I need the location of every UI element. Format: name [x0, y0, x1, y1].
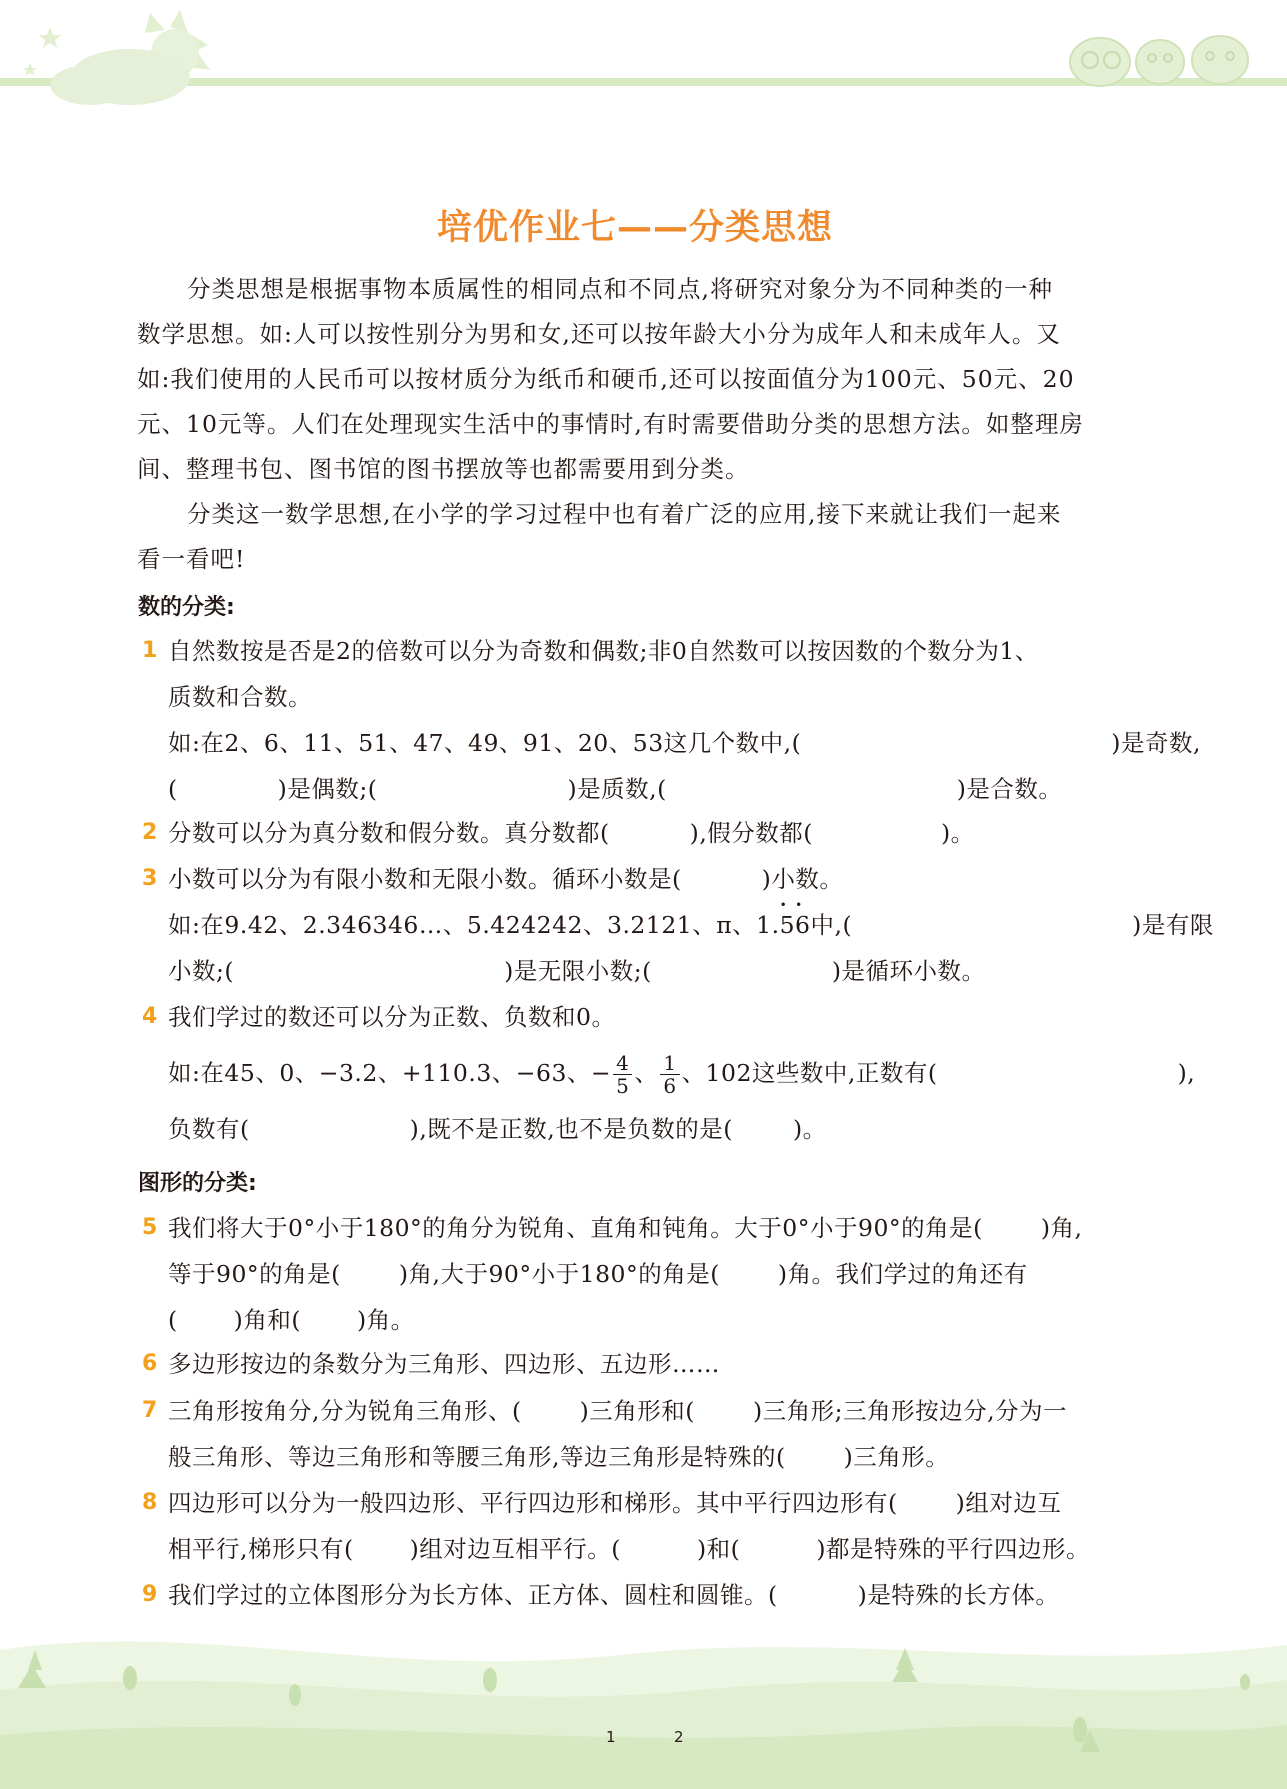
question-text: 等于90°的角是( )角,大于90°小于180°的角是( )角。我们学过的角还有 — [168, 1260, 1028, 1288]
question-text: 多边形按边的条数分为三角形、四边形、五边形…… — [168, 1350, 720, 1378]
question-number: 2 — [142, 820, 158, 845]
question-text: 分数可以分为真分数和假分数。真分数都( ),假分数都( )。 — [168, 819, 975, 847]
page-title: 培优作业七——分类思想 — [436, 208, 833, 248]
hills-footer-decoration — [0, 1620, 1287, 1789]
question-3 — [142, 856, 1214, 994]
page-number-left: 1 — [606, 1728, 616, 1746]
fraction: $\frac{4}{5}$ — [613, 1052, 632, 1097]
question-number: 5 — [142, 1215, 158, 1240]
intro-paragraph-2 — [137, 492, 1139, 582]
question-number: 6 — [142, 1351, 158, 1376]
question-2 — [142, 810, 1143, 856]
page-number-right: 2 — [674, 1728, 684, 1746]
question-text: 如:在9.42、2.346346…、5.424242、3.2121、π、1.• • 56中,( )是有限 — [168, 902, 1143, 948]
animal-faces-icon — [1060, 20, 1260, 90]
question-text: 如:在2、6、11、51、47、49、91、20、53这几个数中,( )是奇数, — [168, 729, 1201, 757]
question-7 — [142, 1388, 1143, 1480]
intro-line: 元、10元等。人们在处理现实生活中的事情时,有时需要借助分类的思想方法。如整理房 — [137, 410, 1084, 438]
question-number: 3 — [142, 866, 158, 891]
question-number: 1 — [142, 638, 158, 663]
question-text: 相平行,梯形只有( )组对边互相平行。( )和( )都是特殊的平行四边形。 — [168, 1535, 1090, 1563]
intro-line: 看一看吧! — [137, 545, 246, 573]
intro-line: 间、整理书包、图书馆的图书摆放等也都需要用到分类。 — [137, 455, 750, 483]
question-text: 三角形按角分,分为锐角三角形、( )三角形和( )三角形;三角形按边分,分为一 — [168, 1397, 1068, 1425]
question-8 — [142, 1480, 1143, 1572]
question-text: 小数可以分为有限小数和无限小数。循环小数是( )小数。 — [168, 865, 844, 893]
question-number: 7 — [142, 1398, 158, 1423]
section-heading-numbers: 数的分类: — [138, 595, 235, 620]
question-text: ( )角和( )角。 — [168, 1306, 415, 1334]
question-text: 般三角形、等边三角形和等腰三角形,等边三角形是特殊的( )三角形。 — [168, 1443, 950, 1471]
sun-cloud-icon — [20, 5, 220, 115]
question-text: 我们学过的数还可以分为正数、负数和0。 — [168, 1003, 616, 1031]
intro-paragraph-1 — [137, 267, 1139, 492]
question-text: 小数;( )是无限小数;( )是循环小数。 — [168, 957, 986, 985]
question-text: 自然数按是否是2的倍数可以分为奇数和偶数;非0自然数可以按因数的个数分为1、 — [168, 637, 1039, 665]
question-number: 8 — [142, 1490, 158, 1515]
question-number: 9 — [142, 1582, 158, 1607]
intro-line: 数学思想。如:人可以按性别分为男和女,还可以按年龄大小分为成年人和未成年人。又 — [137, 320, 1061, 348]
question-4 — [142, 994, 1196, 1152]
question-text: 质数和合数。 — [168, 683, 312, 711]
repeating-decimal-dots: • • 56 — [780, 902, 811, 948]
question-text: 四边形可以分为一般四边形、平行四边形和梯形。其中平行四边形有( )组对边互 — [168, 1489, 1062, 1517]
question-number: 4 — [142, 1004, 158, 1029]
question-text: 我们将大于0°小于180°的角分为锐角、直角和钝角。大于0°小于90°的角是( )角, — [168, 1214, 1083, 1242]
question-text: 负数有( ),既不是正数,也不是负数的是( )。 — [168, 1115, 827, 1143]
question-1 — [142, 628, 1201, 812]
section-heading-shapes: 图形的分类: — [138, 1171, 257, 1196]
question-6 — [142, 1341, 1143, 1387]
question-5 — [142, 1205, 1143, 1343]
fraction: $\frac{1}{6}$ — [660, 1052, 679, 1097]
question-text: 我们学过的立体图形分为长方体、正方体、圆柱和圆锥。( )是特殊的长方体。 — [168, 1581, 1060, 1609]
intro-line: 分类这一数学思想,在小学的学习过程中也有着广泛的应用,接下来就让我们一起来 — [187, 500, 1062, 528]
question-text: ( )是偶数;( )是质数,( )是合数。 — [168, 775, 1063, 803]
intro-line: 如:我们使用的人民币可以按材质分为纸币和硬币,还可以按面值分为100元、50元、20 — [137, 365, 1075, 393]
question-text: 如:在45、0、−3.2、+110.3、−63、− $\frac{4}{5}$ 、 $\frac{1}{6}$ 、102这些数中,正数有( ), — [168, 1051, 1196, 1098]
question-9 — [142, 1572, 1143, 1618]
intro-line: 分类思想是根据事物本质属性的相同点和不同点,将研究对象分为不同种类的一种 — [187, 275, 1053, 303]
